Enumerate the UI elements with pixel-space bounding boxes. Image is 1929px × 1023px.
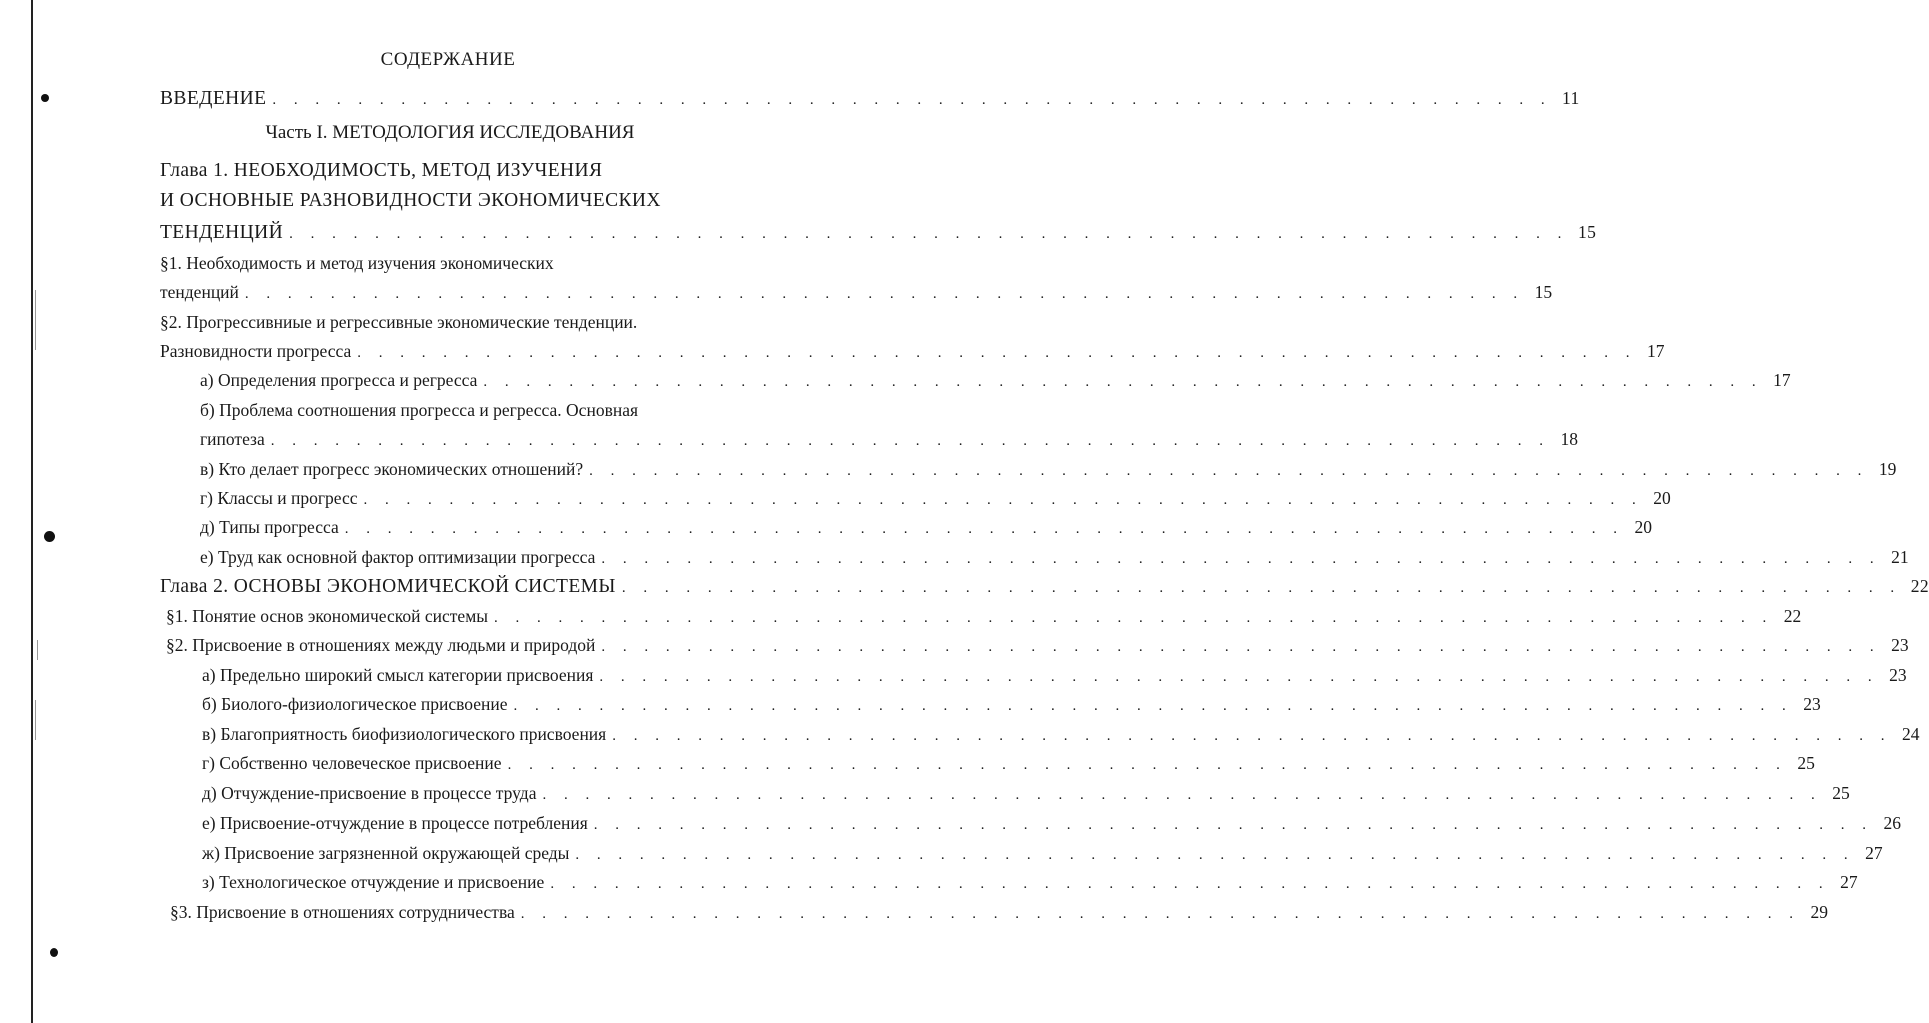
toc-entry-ch2-subsection-e[interactable]: [202, 812, 1902, 834]
toc-entry-ch2-subsection-a[interactable]: [202, 664, 1907, 686]
toc-entry-label: г) Классы и прогресс: [200, 488, 358, 508]
leader-dots: . . . . . . . . . . . . . . . . . . . . . . . . . . . . . . . . . . . . . . . . . . . . . . . . . . . . . . . . . . . .: [593, 817, 1874, 833]
toc-section-2-line-1[interactable]: §2. Прогрессивниые и регрессивные экономические тенденции.: [160, 312, 638, 332]
toc-entry-label: а) Определения прогресса и регресса: [200, 370, 478, 390]
toc-entry-chapter-1[interactable]: [160, 221, 1597, 243]
toc-entry-subsection-a[interactable]: [200, 369, 1791, 391]
toc-entry-ch2-subsection-d[interactable]: [202, 782, 1850, 804]
leader-dots: . . . . . . . . . . . . . . . . . . . . . . . . . . . . . . . . . . . . . . . . . . . . . . . . . . . . . . . . . . . .: [599, 669, 1879, 685]
toc-title: СОДЕРЖАНИЕ: [380, 49, 516, 70]
toc-entry-label: з) Технологическое отчуждение и присвоение: [202, 872, 545, 892]
toc-entry-subsection-v[interactable]: [200, 458, 1897, 480]
toc-page-number: 26: [1883, 813, 1902, 833]
toc-page-number: 23: [1889, 665, 1907, 685]
leader-dots: . . . . . . . . . . . . . . . . . . . . . . . . . . . . . . . . . . . . . . . . . . . . . . . . . . . . . . . . . . . .: [589, 463, 1869, 479]
toc-entry-ch2-subsection-z[interactable]: [202, 871, 1858, 893]
scan-tick: [35, 290, 36, 350]
leader-dots: . . . . . . . . . . . . . . . . . . . . . . . . . . . . . . . . . . . . . . . . . . . . . . . . . . . . . . . . . . . .: [344, 521, 1624, 537]
toc-page-number: 25: [1832, 783, 1850, 803]
scan-binding-line: [31, 0, 33, 1023]
toc-page-number: 20: [1634, 517, 1652, 537]
toc-entry-label: тенденций: [160, 282, 239, 302]
scan-tick: [37, 640, 38, 660]
leader-dots: . . . . . . . . . . . . . . . . . . . . . . . . . . . . . . . . . . . . . . . . . . . . . . . . . . . . . . . . . . . .: [289, 226, 1569, 242]
toc-page-number: 15: [1578, 222, 1597, 242]
toc-entry-label: ж) Присвоение загрязненной окружающей среды: [202, 843, 570, 863]
toc-entry-ch2-subsection-g[interactable]: [202, 752, 1815, 774]
toc-entry-subsection-b[interactable]: [200, 428, 1578, 450]
toc-entry-label: §1. Понятие основ экономической системы: [166, 606, 489, 626]
leader-dots: . . . . . . . . . . . . . . . . . . . . . . . . . . . . . . . . . . . . . . . . . . . . . . . . . . . . . . . . . . . .: [483, 374, 1763, 390]
leader-dots: . . . . . . . . . . . . . . . . . . . . . . . . . . . . . . . . . . . . . . . . . . . . . . . . . . . . . . . . . . . .: [612, 728, 1892, 744]
toc-entry-label: в) Кто делает прогресс экономических отношений?: [200, 459, 584, 479]
leader-dots: . . . . . . . . . . . . . . . . . . . . . . . . . . . . . . . . . . . . . . . . . . . . . . . . . . . . . . . . . . . .: [363, 492, 1643, 508]
toc-page-number: 15: [1534, 282, 1553, 302]
leader-dots: . . . . . . . . . . . . . . . . . . . . . . . . . . . . . . . . . . . . . . . . . . . . . . . . . . . . . . . . . . . .: [507, 757, 1787, 773]
leader-dots: . . . . . . . . . . . . . . . . . . . . . . . . . . . . . . . . . . . . . . . . . . . . . . . . . . . . . . . . . . . .: [357, 345, 1637, 361]
leader-dots: . . . . . . . . . . . . . . . . . . . . . . . . . . . . . . . . . . . . . . . . . . . . . . . . . . . . . . . . . . . .: [601, 551, 1881, 567]
toc-entry-ch2-section-2[interactable]: [166, 634, 1909, 656]
toc-page-number: 18: [1560, 429, 1578, 449]
toc-page-number: 22: [1783, 606, 1802, 626]
leader-dots: . . . . . . . . . . . . . . . . . . . . . . . . . . . . . . . . . . . . . . . . . . . . . . . . . . . . . . . . . . . .: [244, 286, 1525, 302]
toc-entry-label: а) Предельно широкий смысл категории присвоения: [202, 665, 594, 685]
toc-entry-label: д) Типы прогресса: [200, 517, 339, 537]
toc-entry-ch2-subsection-v[interactable]: [202, 723, 1920, 745]
leader-dots: . . . . . . . . . . . . . . . . . . . . . . . . . . . . . . . . . . . . . . . . . . . . . . . . . . . . . . . . . . . .: [520, 906, 1801, 922]
toc-page-number: 27: [1865, 843, 1883, 863]
toc-page-number: 21: [1891, 547, 1909, 567]
scan-mark: [41, 94, 49, 102]
toc-entry-label: г) Собственно человеческое присвоение: [202, 753, 502, 773]
toc-entry-subsection-e[interactable]: [200, 546, 1909, 568]
toc-page-number: 11: [1562, 88, 1580, 108]
toc-chapter-1-line-2[interactable]: И ОСНОВНЫЕ РАЗНОВИДНОСТИ ЭКОНОМИЧЕСКИХ: [160, 190, 661, 211]
toc-entry-label: §2. Присвоение в отношениях между людьми и природой: [166, 635, 596, 655]
toc-page-number: 22: [1910, 576, 1929, 596]
leader-dots: . . . . . . . . . . . . . . . . . . . . . . . . . . . . . . . . . . . . . . . . . . . . . . . . . . . . . . . . . . . .: [542, 787, 1822, 803]
toc-page-number: 24: [1901, 724, 1920, 744]
toc-section-1-line-1[interactable]: §1. Необходимость и метод изучения экономических: [160, 253, 554, 273]
toc-entry-section-2[interactable]: [160, 340, 1665, 362]
leader-dots: . . . . . . . . . . . . . . . . . . . . . . . . . . . . . . . . . . . . . . . . . . . . . . . . . . . . . . . . . . . .: [270, 433, 1550, 449]
toc-page-number: 23: [1803, 694, 1821, 714]
toc-entry-label: §3. Присвоение в отношениях сотрудничества: [170, 902, 515, 922]
toc-entry-label: Глава 2. ОСНОВЫ ЭКОНОМИЧЕСКОЙ СИСТЕМЫ: [160, 576, 616, 597]
toc-subsection-b-line-1[interactable]: б) Проблема соотношения прогресса и регресса. Основная: [200, 400, 639, 420]
scan-tick: [35, 700, 36, 740]
scan-mark: [44, 531, 55, 542]
toc-entry-section-1[interactable]: [160, 281, 1553, 303]
toc-page-number: 25: [1797, 753, 1815, 773]
toc-entry-chapter-2[interactable]: [160, 575, 1929, 597]
toc-entry-label: е) Труд как основной фактор оптимизации прогресса: [200, 547, 596, 567]
toc-entry-introduction[interactable]: [160, 87, 1580, 109]
toc-entry-label: ТЕНДЕНЦИЙ: [160, 222, 284, 243]
toc-entry-ch2-section-3[interactable]: [170, 901, 1829, 923]
toc-entry-label: ВВЕДЕНИЕ: [160, 88, 267, 109]
leader-dots: . . . . . . . . . . . . . . . . . . . . . . . . . . . . . . . . . . . . . . . . . . . . . . . . . . . . . . . . . . . .: [601, 639, 1881, 655]
toc-entry-ch2-section-1[interactable]: [166, 605, 1802, 627]
toc-chapter-1-line-1[interactable]: Глава 1. НЕОБХОДИМОСТЬ, МЕТОД ИЗУЧЕНИЯ: [160, 160, 603, 181]
toc-entry-label: б) Биолого-физиологическое присвоение: [202, 694, 508, 714]
toc-entry-label: в) Благоприятность биофизиологического присвоения: [202, 724, 607, 744]
toc-entry-subsection-g[interactable]: [200, 487, 1671, 509]
toc-page-number: 27: [1840, 872, 1858, 892]
leader-dots: . . . . . . . . . . . . . . . . . . . . . . . . . . . . . . . . . . . . . . . . . . . . . . . . . . . . . . . . . . . .: [494, 610, 1774, 626]
scan-mark: [50, 948, 58, 957]
toc-page-number: 20: [1653, 488, 1671, 508]
toc-page-number: 23: [1891, 635, 1909, 655]
leader-dots: . . . . . . . . . . . . . . . . . . . . . . . . . . . . . . . . . . . . . . . . . . . . . . . . . . . . . . . . . . . .: [575, 847, 1855, 863]
toc-page-number: 17: [1773, 370, 1791, 390]
leader-dots: . . . . . . . . . . . . . . . . . . . . . . . . . . . . . . . . . . . . . . . . . . . . . . . . . . . . . . . . . . . .: [272, 92, 1552, 108]
toc-entry-label: е) Присвоение-отчуждение в процессе потребления: [202, 813, 588, 833]
leader-dots: . . . . . . . . . . . . . . . . . . . . . . . . . . . . . . . . . . . . . . . . . . . . . . . . . . . . . . . . . . . .: [513, 698, 1793, 714]
toc-entry-subsection-d[interactable]: [200, 516, 1652, 538]
leader-dots: . . . . . . . . . . . . . . . . . . . . . . . . . . . . . . . . . . . . . . . . . . . . . . . . . . . . . . . . . . . .: [621, 580, 1902, 596]
toc-page-number: 19: [1878, 459, 1897, 479]
toc-entry-label: Разновидности прогресса: [160, 341, 352, 361]
leader-dots: . . . . . . . . . . . . . . . . . . . . . . . . . . . . . . . . . . . . . . . . . . . . . . . . . . . . . . . . . . . .: [550, 876, 1830, 892]
part-heading: Часть I. МЕТОДОЛОГИЯ ИССЛЕДОВАНИЯ: [265, 122, 635, 143]
toc-entry-label: д) Отчуждение-присвоение в процессе труда: [202, 783, 537, 803]
toc-page-number: 29: [1810, 902, 1829, 922]
toc-entry-ch2-subsection-b[interactable]: [202, 693, 1821, 715]
toc-page-number: 17: [1647, 341, 1665, 361]
toc-entry-ch2-subsection-zh[interactable]: [202, 842, 1883, 864]
toc-entry-label: гипотеза: [200, 429, 265, 449]
